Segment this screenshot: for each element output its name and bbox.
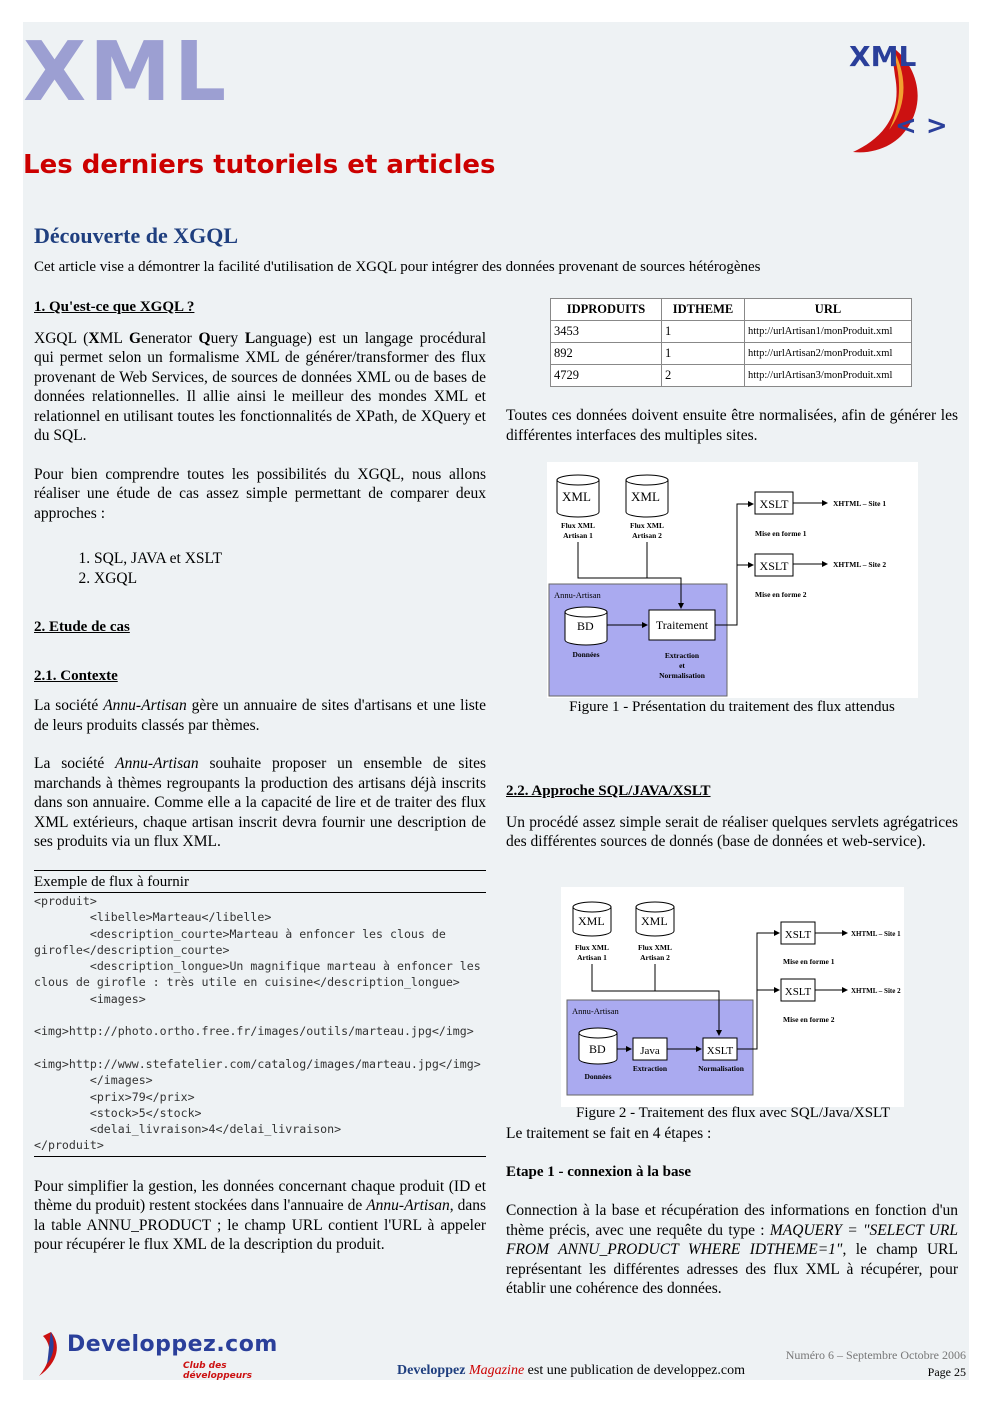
developpez-logo xyxy=(33,1328,293,1382)
swoosh-icon xyxy=(33,1328,63,1378)
svg-text:XSLT: XSLT xyxy=(784,929,812,941)
publication-line xyxy=(397,1363,745,1379)
svg-text:XSLT: XSLT xyxy=(784,986,812,998)
heading-what-is-xgql: 1. Qu'est-ce que XGQL ? xyxy=(34,299,195,315)
svg-text:Mise en forme 2: Mise en forme 2 xyxy=(755,590,807,599)
section-subtitle: Les derniers tutoriels et articles xyxy=(23,150,496,180)
svg-text:Artisan 1: Artisan 1 xyxy=(563,531,593,540)
svg-text:Normalisation: Normalisation xyxy=(698,1064,744,1073)
table-row xyxy=(551,365,912,387)
paragraph-xgql-definition: XGQL (XML Generator Query Language) est un langage procédural qui permet selon un formalisme XML de générer/transformer des flux provenant de Web Services, de sources de données XML ou de bases de données relationnelles. Il allie ainsi le meilleur des mondes XML et relationnel en utilisant toutes les fonctionnalités de XPath, de XQuery et du SQL. xyxy=(34,329,486,444)
svg-text:Mise en forme 2: Mise en forme 2 xyxy=(783,1015,835,1024)
svg-text:Normalisation: Normalisation xyxy=(659,671,705,680)
xml-source-1 xyxy=(573,902,611,962)
svg-text:XSLT: XSLT xyxy=(706,1045,734,1057)
table-cell: http://urlArtisan2/monProduit.xml xyxy=(745,343,912,365)
svg-text:Mise en forme 1: Mise en forme 1 xyxy=(783,957,835,966)
svg-text:XHTML – Site 1: XHTML – Site 1 xyxy=(851,930,901,938)
publication-magazine: Magazine xyxy=(468,1363,525,1378)
heading-context: 2.1. Contexte xyxy=(34,667,118,684)
list-item: 1. SQL, JAVA et XSLT xyxy=(94,549,486,569)
paragraph-normalisation xyxy=(506,406,958,445)
xml-logo xyxy=(831,26,951,156)
svg-text:Extraction: Extraction xyxy=(664,651,700,660)
svg-text:BD: BD xyxy=(589,1042,606,1056)
svg-text:Annu-Artisan: Annu-Artisan xyxy=(572,1006,619,1016)
table-header: IDTHEME xyxy=(662,299,745,321)
heading-step-1: Etape 1 - connexion à la base xyxy=(506,1163,692,1180)
issue-info: Numéro 6 – Septembre Octobre 2006 xyxy=(785,1348,966,1362)
svg-text:et: et xyxy=(679,661,685,670)
svg-text:XML: XML xyxy=(562,489,591,504)
table-cell: http://urlArtisan1/monProduit.xml xyxy=(745,321,912,343)
xml-source-2 xyxy=(636,902,674,962)
table-cell: 1 xyxy=(662,321,745,343)
paragraph-step-1: Connection à la base et récupération des informations en fonction d'un thème précis, avec une requête du type : MAQUERY = "SELECT URL FROM ANNU_PRODUCT WHERE IDTHEME=1", le champ URL représentant les différentes adresses des flux XML à récupérer, pour établir une cohérence des données. xyxy=(506,1202,958,1297)
figure-2-caption: Figure 2 - Traitement des flux avec SQL/Java/XSLT xyxy=(576,1105,890,1121)
paragraph-context-2: La société Annu-Artisan souhaite proposer un ensemble de sites marchands à thèmes regroupants la production des artisans déjà inscrits dans son annuaire. Comme elle a la capacité de lire et de traiter des flux XML extérieurs, chaque artisan inscrit devra fournir une description de ses produits via un flux XML. xyxy=(34,755,486,850)
code-example-title: Exemple de flux à fournir xyxy=(34,870,486,894)
svg-text:Artisan 1: Artisan 1 xyxy=(577,953,607,962)
heading-case-study: 2. Etude de cas xyxy=(34,619,130,635)
svg-text:Données: Données xyxy=(572,650,600,659)
table-cell: 3453 xyxy=(551,321,662,343)
table-cell: 4729 xyxy=(551,365,662,387)
article-title: Découverte de XGQL xyxy=(34,223,239,248)
table-row xyxy=(551,343,912,365)
svg-text:Données: Données xyxy=(584,1072,612,1081)
svg-text:BD: BD xyxy=(577,619,594,633)
products-table xyxy=(550,298,912,387)
table-header: URL xyxy=(745,299,912,321)
svg-text:XHTML – Site 1: XHTML – Site 1 xyxy=(833,499,887,508)
section-header-xml: XML xyxy=(23,25,230,120)
paragraph-servlets: Un procédé assez simple serait de réaliser quelques servlets agrégatrices des différentes sources de donnés (base de données et web-service). xyxy=(506,813,958,850)
svg-text:Artisan 2: Artisan 2 xyxy=(640,953,670,962)
svg-text:Extraction: Extraction xyxy=(632,1064,668,1073)
page-number: Page 25 xyxy=(927,1365,966,1379)
table-cell: 1 xyxy=(662,343,745,365)
svg-text:XML: XML xyxy=(578,914,605,928)
publication-rest: est une publication de developpez.com xyxy=(527,1363,745,1378)
xml-source-2 xyxy=(626,475,668,540)
heading-sql-java-xslt: 2.2. Approche SQL/JAVA/XSLT xyxy=(506,783,711,799)
figure-1-diagram xyxy=(547,462,918,698)
paragraph-context-1: La société Annu-Artisan gère un annuaire de sites d'artisans et une liste de leurs produits classés par thèmes. xyxy=(34,697,486,734)
svg-text:< >: < > xyxy=(895,111,948,141)
paragraph-case-study-intro: Pour bien comprendre toutes les possibilités du XGQL, nous allons réaliser une étude de cas assez simple permettant de comparer deux approches : xyxy=(34,465,486,522)
paragraph-steps-intro: Le traitement se fait en 4 étapes : xyxy=(506,1125,712,1142)
svg-text:Flux XML: Flux XML xyxy=(561,521,595,530)
brand-name: Developpez.com xyxy=(67,1332,278,1357)
table-header: IDPRODUITS xyxy=(551,299,662,321)
paragraph-text: Toutes ces données doivent ensuite être normalisées, afin de générer les différentes interfaces des multiples sites. xyxy=(506,407,958,444)
figure-1-caption: Figure 1 - Présentation du traitement des flux attendus xyxy=(569,699,895,715)
code-example: <produit> <libelle>Marteau</libelle> <description_courte>Marteau à enfoncer les clous de girofle</description_courte> <description_longue>Un magnifique marteau à enfoncer les clous de girofle : très utile en cuisine</description_longue> <images> <img>http://photo.ortho.free.fr/images/outils/marteau.jpg</img> <img>http://www.stefatelier.com/catalog/images/marteau.jpg</img> </images> <prix>79</prix> <stock>5</stock> <delai_livraison>4</delai_livraison> </produit> xyxy=(34,893,486,1157)
paragraph-annu-product: Pour simplifier la gestion, les données concernant chaque produit (ID et thème du produit) restent stockées dans l'annuaire de Annu-Artisan, dans la table ANNU_PRODUCT ; le champ URL contient l'URL à appeler pour récupérer le flux XML de la description du produit. xyxy=(34,1177,486,1254)
table-cell: http://urlArtisan3/monProduit.xml xyxy=(745,365,912,387)
svg-text:Flux XML: Flux XML xyxy=(630,521,664,530)
svg-text:Java: Java xyxy=(640,1045,660,1057)
svg-text:XSLT: XSLT xyxy=(759,497,789,511)
svg-text:Mise en forme 1: Mise en forme 1 xyxy=(755,529,807,538)
svg-text:Traitement: Traitement xyxy=(655,618,709,632)
left-column xyxy=(34,298,486,1255)
right-section-sql-java xyxy=(506,782,958,852)
svg-text:Annu-Artisan: Annu-Artisan xyxy=(554,590,601,600)
svg-text:Artisan 2: Artisan 2 xyxy=(632,531,662,540)
page xyxy=(23,22,969,1380)
right-section-steps xyxy=(506,1124,958,1299)
database-bd xyxy=(579,1028,617,1081)
svg-text:Flux XML: Flux XML xyxy=(638,943,672,952)
svg-text:XML: XML xyxy=(641,914,668,928)
table-cell: 2 xyxy=(662,365,745,387)
svg-text:XSLT: XSLT xyxy=(759,559,789,573)
xml-source-1 xyxy=(557,475,599,540)
svg-text:Flux XML: Flux XML xyxy=(575,943,609,952)
publication-name: Developpez xyxy=(397,1363,466,1378)
svg-text:XML: XML xyxy=(631,489,660,504)
svg-text:XHTML – Site 2: XHTML – Site 2 xyxy=(851,987,901,995)
article-intro: Cet article vise a démontrer la facilité d'utilisation de XGQL pour intégrer des données provenant de sources hétérogènes xyxy=(34,259,761,275)
table-cell: 892 xyxy=(551,343,662,365)
brand-tagline: Club des développeurs xyxy=(183,1361,252,1381)
table-row xyxy=(551,321,912,343)
figure-2-diagram xyxy=(561,887,904,1107)
list-item: 2. XGQL xyxy=(94,569,486,589)
svg-text:XHTML – Site 2: XHTML – Site 2 xyxy=(833,560,887,569)
products-table-wrapper xyxy=(550,298,912,387)
approaches-list xyxy=(34,549,486,588)
svg-text:XML: XML xyxy=(849,40,917,73)
